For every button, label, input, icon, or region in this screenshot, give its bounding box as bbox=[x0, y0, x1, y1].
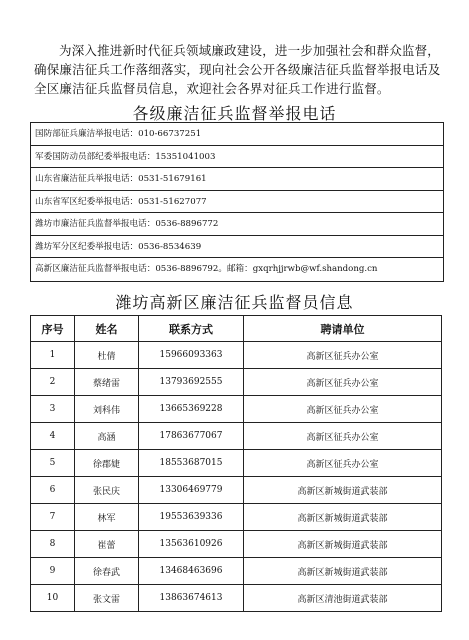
cell-name: 崔蕾 bbox=[75, 531, 139, 558]
cell-phone: 17863677067 bbox=[139, 423, 244, 450]
cell-unit: 高新区清池街道武装部 bbox=[244, 585, 442, 612]
hotline-row: 潍坊军分区纪委举报电话：0536-8534639 bbox=[31, 236, 443, 259]
header-phone: 联系方式 bbox=[139, 316, 244, 342]
cell-name: 蔡绪雷 bbox=[75, 369, 139, 396]
table-row bbox=[31, 477, 442, 504]
cell-name: 徐郡婕 bbox=[75, 450, 139, 477]
cell-unit: 高新区新城街道武装部 bbox=[244, 504, 442, 531]
table-row bbox=[31, 504, 442, 531]
cell-name: 林军 bbox=[75, 504, 139, 531]
cell-index: 3 bbox=[31, 396, 75, 423]
cell-phone: 13563610926 bbox=[139, 531, 244, 558]
cell-name: 徐春武 bbox=[75, 558, 139, 585]
hotline-row: 山东省廉洁征兵举报电话：0531-51679161 bbox=[31, 168, 443, 191]
cell-phone: 13665369228 bbox=[139, 396, 244, 423]
cell-index: 10 bbox=[31, 585, 75, 612]
table-row bbox=[31, 450, 442, 477]
hotline-row: 山东省军区纪委举报电话：0531-51627077 bbox=[31, 191, 443, 214]
cell-name: 张民庆 bbox=[75, 477, 139, 504]
cell-phone: 19553639336 bbox=[139, 504, 244, 531]
roster-title: 潍坊高新区廉洁征兵监督员信息 bbox=[115, 293, 354, 312]
table-row bbox=[31, 423, 442, 450]
table-row bbox=[31, 396, 442, 423]
hotline-row: 高新区廉洁征兵监督举报电话：0536-8896792。邮箱：gxqrhjjrwb@wf.shandong.cn bbox=[35, 264, 378, 274]
cell-index: 7 bbox=[31, 504, 75, 531]
table-row bbox=[31, 369, 442, 396]
hotline-row: 国防部征兵廉洁举报电话：010-66737251 bbox=[31, 123, 443, 146]
cell-phone: 13306469779 bbox=[139, 477, 244, 504]
table-row bbox=[31, 558, 442, 585]
table-header-row bbox=[31, 316, 442, 342]
cell-name: 高涵 bbox=[75, 423, 139, 450]
header-unit: 聘请单位 bbox=[244, 316, 442, 342]
supervisor-table bbox=[30, 315, 442, 612]
cell-unit: 高新区征兵办公室 bbox=[244, 369, 442, 396]
hotlines-title: 各级廉洁征兵监督举报电话 bbox=[132, 104, 337, 123]
cell-unit: 高新区征兵办公室 bbox=[244, 342, 442, 369]
cell-unit: 高新区征兵办公室 bbox=[244, 450, 442, 477]
cell-name: 杜倩 bbox=[75, 342, 139, 369]
header-name: 姓名 bbox=[75, 316, 139, 342]
header-index: 序号 bbox=[31, 316, 75, 342]
cell-phone: 15966093363 bbox=[139, 342, 244, 369]
cell-unit: 高新区征兵办公室 bbox=[244, 396, 442, 423]
intro-paragraph: 为深入推进新时代征兵领域廉政建设，进一步加强社会和群众监督，确保廉洁征兵工作落细落实，现向社会公开各级廉洁征兵监督举报电话及全区廉洁征兵监督员信息，欢迎社会各界对征兵工作进行监督。 bbox=[34, 42, 441, 96]
cell-index: 1 bbox=[31, 342, 75, 369]
cell-unit: 高新区征兵办公室 bbox=[244, 423, 442, 450]
cell-name: 张文雷 bbox=[75, 585, 139, 612]
cell-phone: 13793692555 bbox=[139, 369, 244, 396]
cell-unit: 高新区新城街道武装部 bbox=[244, 531, 442, 558]
cell-index: 5 bbox=[31, 450, 75, 477]
cell-index: 4 bbox=[31, 423, 75, 450]
cell-index: 8 bbox=[31, 531, 75, 558]
table-row bbox=[31, 342, 442, 369]
cell-phone: 13468463696 bbox=[139, 558, 244, 585]
cell-unit: 高新区新城街道武装部 bbox=[244, 477, 442, 504]
cell-phone: 18553687015 bbox=[139, 450, 244, 477]
cell-unit: 高新区新城街道武装部 bbox=[244, 558, 442, 585]
table-row bbox=[31, 531, 442, 558]
hotline-row: 军委国防动员部纪委举报电话：15351041003 bbox=[31, 146, 443, 169]
hotlines-box bbox=[30, 122, 444, 282]
hotline-row: 潍坊市廉洁征兵监督举报电话：0536-8896772 bbox=[31, 213, 443, 236]
cell-index: 6 bbox=[31, 477, 75, 504]
cell-index: 2 bbox=[31, 369, 75, 396]
cell-phone: 13863674613 bbox=[139, 585, 244, 612]
cell-index: 9 bbox=[31, 558, 75, 585]
cell-name: 刘科伟 bbox=[75, 396, 139, 423]
table-row bbox=[31, 585, 442, 612]
